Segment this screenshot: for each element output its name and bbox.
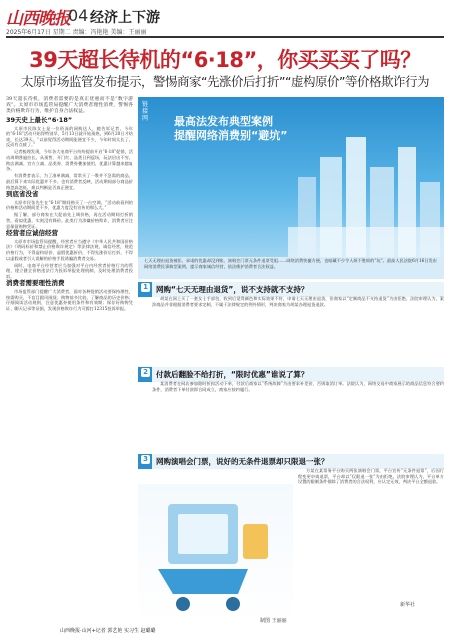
feature-tag: 链接网	[142, 101, 149, 122]
section-heading: 39天史上最长“6·18”	[6, 116, 73, 124]
case-title: 付款后翻脸不给打折，“限时优惠”谁说了算？	[152, 367, 444, 382]
feature-banner	[138, 97, 444, 257]
page-number: 04	[68, 6, 89, 25]
paragraph: 太原市民张先生在“6·18”期间购买了一台空调，“活动前看到的价格和活动期间差不多，优惠力度没有宣传的那么大。”	[6, 199, 133, 211]
shopping-cart-illustration	[138, 484, 293, 624]
case-number: 2	[141, 368, 150, 377]
article-byline: 山西晚报·山河+记者 郭艺艳 实习生 赵璐璐	[60, 628, 156, 634]
masthead-rule	[6, 36, 444, 38]
page-headline: 39天超长待机的“6·18”，你买买买了吗？	[29, 48, 421, 72]
page-subhead: 太原市场监管发布提示，警惕商家“先涨价后打折”“虚构原价”等价格欺诈行为	[21, 74, 429, 89]
case-title: 网购演唱会门票，说好的无条件退票却只限退一张？	[152, 454, 444, 469]
case-3-header	[138, 454, 444, 469]
paragraph: 某消费者在网店参加限时折扣活动下单，付款后商家以“系统故障”为由要求补差价，否则取消订单。法院认为，网络交易中商家展示的商品信息符合要约条件，消费者下单付款即合同成立，商家应按约履行。	[152, 381, 444, 392]
paragraph: 记者梳理发现，今年各大电商平台纷纷提前开启“6·18”促销，活动周期普遍拉长，从预售、开门红、品类日到返场，玩法层出不穷。跨店满减、官方立减、品类券、消费券叠加使用，优惠计算越来越复杂。	[6, 149, 133, 172]
paragraph: 胡某在网上买了一套女士手部包，收到后觉得颜色和实际效果不符，申请七天无理由退货，但商家以“定制商品不支持退货”为由拒绝。法院审理认为，案涉商品并非根据消费者要求定制，不属于法律规定的例外情形，判决商家为胡某办理退货退款。	[152, 296, 444, 307]
case-1-header	[138, 282, 444, 297]
paragraph: 太原市民陈女士是一位资深的网购达人，她告诉记者，今年的“6·18”活动开始得特别早，5月13日就开始预热，到6月20日才结束，长达39天。“以前觉得活动期间能便宜不少，今年时间太长了，反而有点疲了。”	[6, 125, 133, 148]
city-skyline-illustration	[288, 97, 444, 257]
feature-intro: 七天无理由退货被拒、承诺的优惠却没到账、演唱会门票无条件退票受阻……网络消费快捷方便，也暗藏不少令人烦不胜烦的“坑”。最高人民法院6月16日发布网络消费民事典型案例，提示商家诚信经营，依法维护消费者合法权益。	[138, 257, 444, 279]
illustration-credit: 制图 王丽丽	[260, 618, 287, 624]
source-credit: 新华社	[400, 602, 416, 608]
paragraph: 市场监管部门提醒广大消费者，面对各种促销活动要保持理性，按需购买，不盲目跟风囤货；购物前多比较，了解商品的历史价格；仔细阅读活动规则，注意优惠券使用条件和有效期；保存好购物凭证、聊天记录等证据，发现价格欺诈行为可拨打12315投诉举报。	[6, 289, 133, 311]
section-title: 经济上下游	[90, 10, 160, 26]
paragraph: 据了解，部分商家在大促前先上调价格，再在活动期间打折销售，看似优惠，实则没有降价。此类行为涉嫌价格欺诈，消费者应注意保留购物凭证。	[6, 212, 133, 229]
section-heading: 经营者应诚信经营	[6, 229, 58, 238]
case-title: 网购“七天无理由退货”，说不支持就不支持？	[152, 282, 444, 297]
case-2-header	[138, 367, 444, 382]
newspaper-logo: 山西晚报	[6, 9, 70, 29]
paragraph: 太原市市场监管局提醒，经营者应当遵守《中华人民共和国价格法》《明码标价和禁止价格欺诈规定》等法律法规，诚信经营，规范价格行为，不得虚构原价、虚假优惠折价，不得先涨价后打折，不得以虚假或者引人误解的价格手段诱骗消费者交易。	[6, 238, 133, 261]
banner-title-line-2: 提醒网络消费别“避坑”	[174, 129, 288, 142]
article-lead: 39天超长待机，消费者需要的是真正优惠而不是“数字游戏”。太原市市场监管局提醒广大消费者理性消费，警惕各类价格欺诈行为，维护自身合法权益。	[6, 97, 133, 114]
banner-title-line-1: 最高法发布典型案例	[174, 115, 273, 128]
paragraph: 同时，电商平台经营者应当加强对平台内经营者价格行为的管理，建立健全价格违法行为投诉举报处理机制，及时处理消费者投诉。	[6, 262, 133, 279]
section-heading: 消费者需要理性消费	[6, 279, 65, 288]
paragraph: 方某在某票务平台购买两张演唱会门票，平台宣传“无条件退票”，后因行程变更申请退票，平台却以“仅限退一张”为由拒绝。法院审理认为，平台单方设置的限制条件排除了消费者的合法权利，应认定无效，判决平台全额退款。	[298, 468, 444, 485]
paragraph: 有消费者表示，为了凑单满减，常常买了一堆并不急需的商品，最后算下来实际优惠并不多。也有消费者反映，活动期间部分商品价格忽高忽低，难以判断是否真正便宜。	[6, 173, 133, 190]
cart-icon	[138, 484, 293, 624]
dateline: 2025年6月17日 星期二 责编：冯艳艳 美编：王丽丽	[6, 29, 147, 36]
case-3-text	[298, 468, 444, 486]
case-number: 3	[141, 455, 150, 464]
left-article	[6, 97, 133, 313]
masthead	[6, 4, 444, 29]
section-heading: 到底省没省	[6, 190, 39, 199]
case-2-text	[152, 381, 444, 394]
case-number: 1	[141, 283, 150, 292]
case-1-text	[152, 296, 444, 309]
